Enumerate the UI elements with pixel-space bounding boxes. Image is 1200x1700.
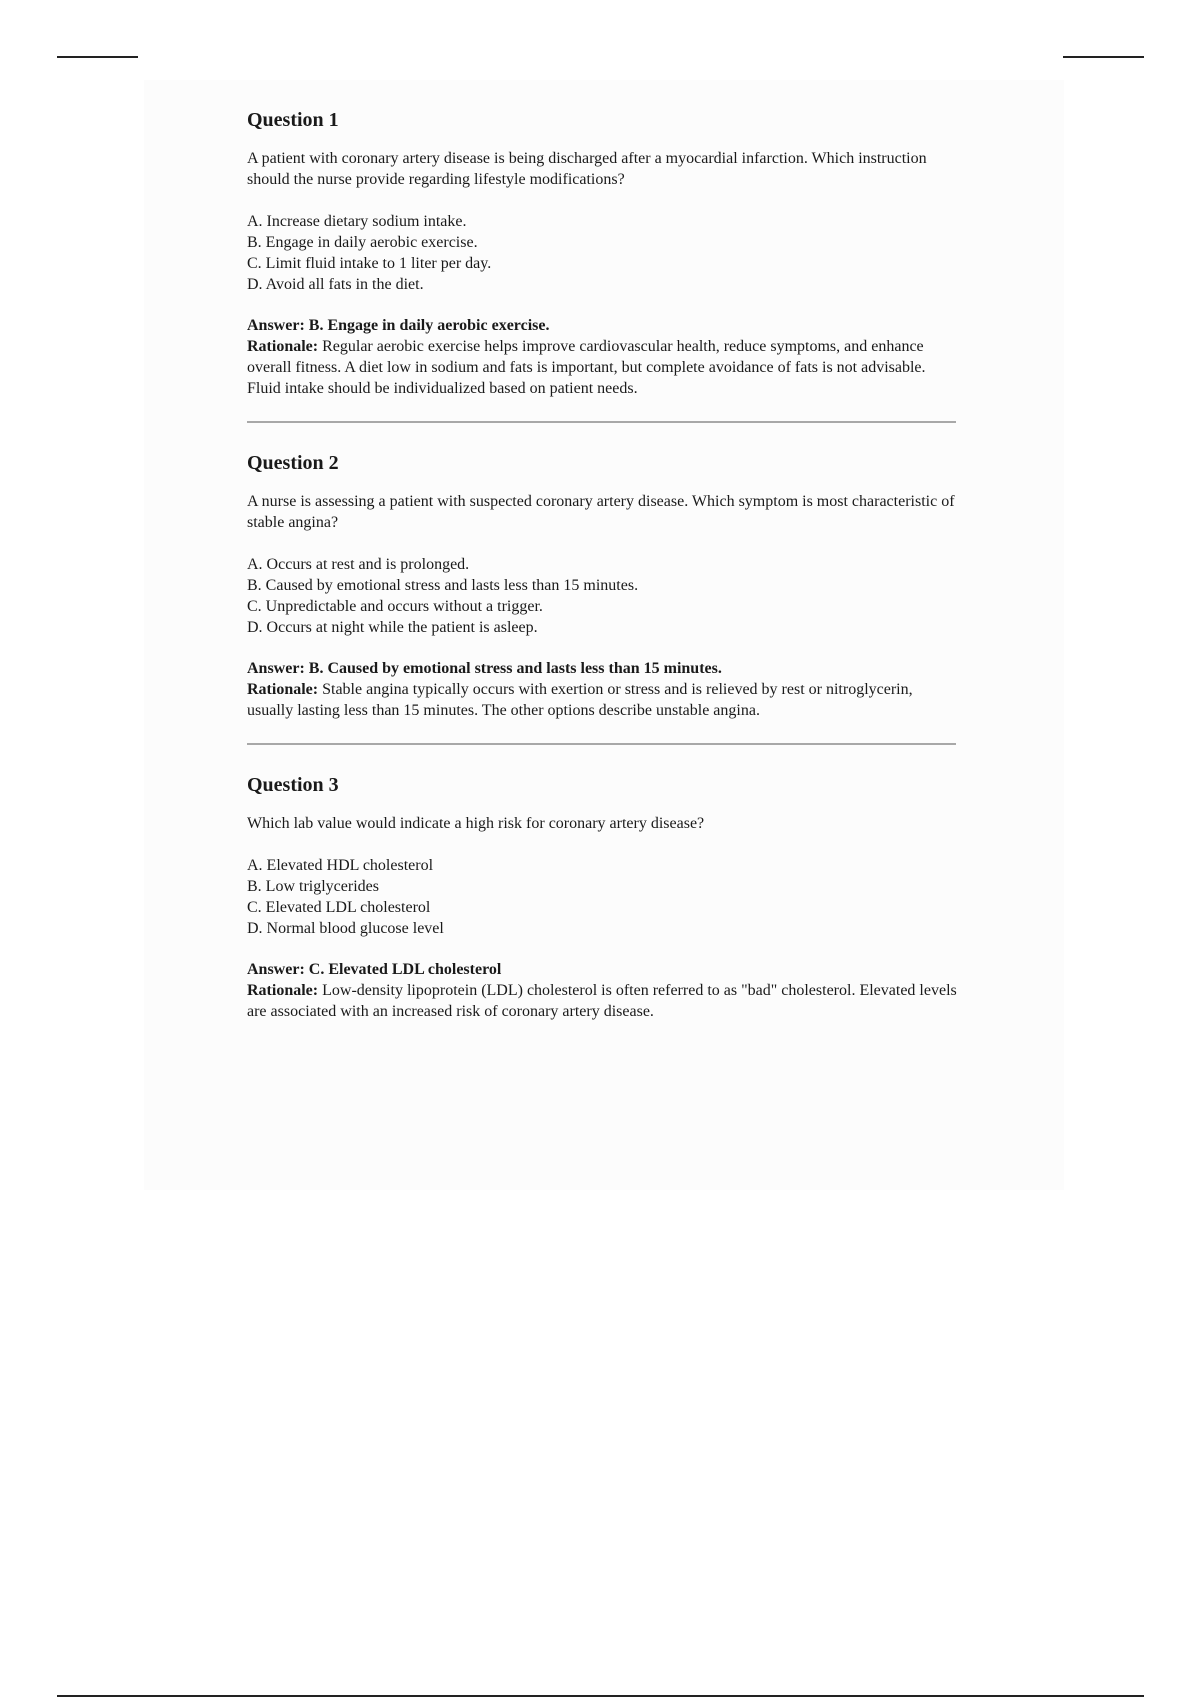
option-c: C. Elevated LDL cholesterol xyxy=(247,899,431,916)
option-d: D. Normal blood glucose level xyxy=(247,920,444,937)
option-a: A. Increase dietary sodium intake. xyxy=(247,213,467,230)
question-title: Question 1 xyxy=(247,109,339,131)
options-list xyxy=(247,855,957,939)
bottom-rule xyxy=(57,1695,1144,1697)
question-text: A patient with coronary artery disease is being discharged after a myocardial infarction. Which instruction should the nurse provide regarding lifestyle modifications? xyxy=(247,150,927,188)
rationale-text: Low-density lipoprotein (LDL) cholesterol is often referred to as "bad" cholesterol. Elevated levels are associated with an increased risk of coronary artery disease. xyxy=(247,982,957,1020)
answer-line: Answer: C. Elevated LDL cholesterol xyxy=(247,961,502,978)
option-b: B. Engage in daily aerobic exercise. xyxy=(247,234,478,251)
rationale-label: Rationale: xyxy=(247,982,319,999)
option-a: A. Elevated HDL cholesterol xyxy=(247,857,434,874)
options-list xyxy=(247,554,957,638)
rationale-text: Regular aerobic exercise helps improve cardiovascular health, reduce symptoms, and enhance overall fitness. A diet low in sodium and fats is important, but complete avoidance of fats is not advisable. Fluid intake should be individualized based on patient needs. xyxy=(247,338,926,397)
answer-line: Answer: B. Engage in daily aerobic exercise. xyxy=(247,317,550,334)
question-text: A nurse is assessing a patient with suspected coronary artery disease. Which symptom is most characteristic of stable angina? xyxy=(247,493,955,531)
option-b: B. Caused by emotional stress and lasts less than 15 minutes. xyxy=(247,577,639,594)
question-title: Question 2 xyxy=(247,452,339,474)
document-content xyxy=(247,96,957,1022)
option-a: A. Occurs at rest and is prolonged. xyxy=(247,556,470,573)
rationale xyxy=(247,980,957,1022)
option-c: C. Unpredictable and occurs without a trigger. xyxy=(247,598,543,615)
question-2 xyxy=(247,451,957,745)
question-title: Question 3 xyxy=(247,774,339,796)
question-text: Which lab value would indicate a high risk for coronary artery disease? xyxy=(247,815,705,832)
option-d: D. Avoid all fats in the diet. xyxy=(247,276,424,293)
section-divider xyxy=(247,743,956,745)
rationale xyxy=(247,336,957,399)
option-d: D. Occurs at night while the patient is asleep. xyxy=(247,619,538,636)
answer-line: Answer: B. Caused by emotional stress and lasts less than 15 minutes. xyxy=(247,660,722,677)
section-divider xyxy=(247,421,956,423)
rationale-text: Stable angina typically occurs with exertion or stress and is relieved by rest or nitroglycerin, usually lasting less than 15 minutes. The other options describe unstable angina. xyxy=(247,681,913,719)
option-c: C. Limit fluid intake to 1 liter per day. xyxy=(247,255,492,272)
rationale-label: Rationale: xyxy=(247,681,319,698)
rationale-label: Rationale: xyxy=(247,338,319,355)
question-3 xyxy=(247,773,957,1022)
options-list xyxy=(247,211,957,295)
question-1 xyxy=(247,108,957,423)
top-left-rule xyxy=(57,56,138,58)
option-b: B. Low triglycerides xyxy=(247,878,379,895)
rationale xyxy=(247,679,957,721)
top-right-rule xyxy=(1063,56,1144,58)
